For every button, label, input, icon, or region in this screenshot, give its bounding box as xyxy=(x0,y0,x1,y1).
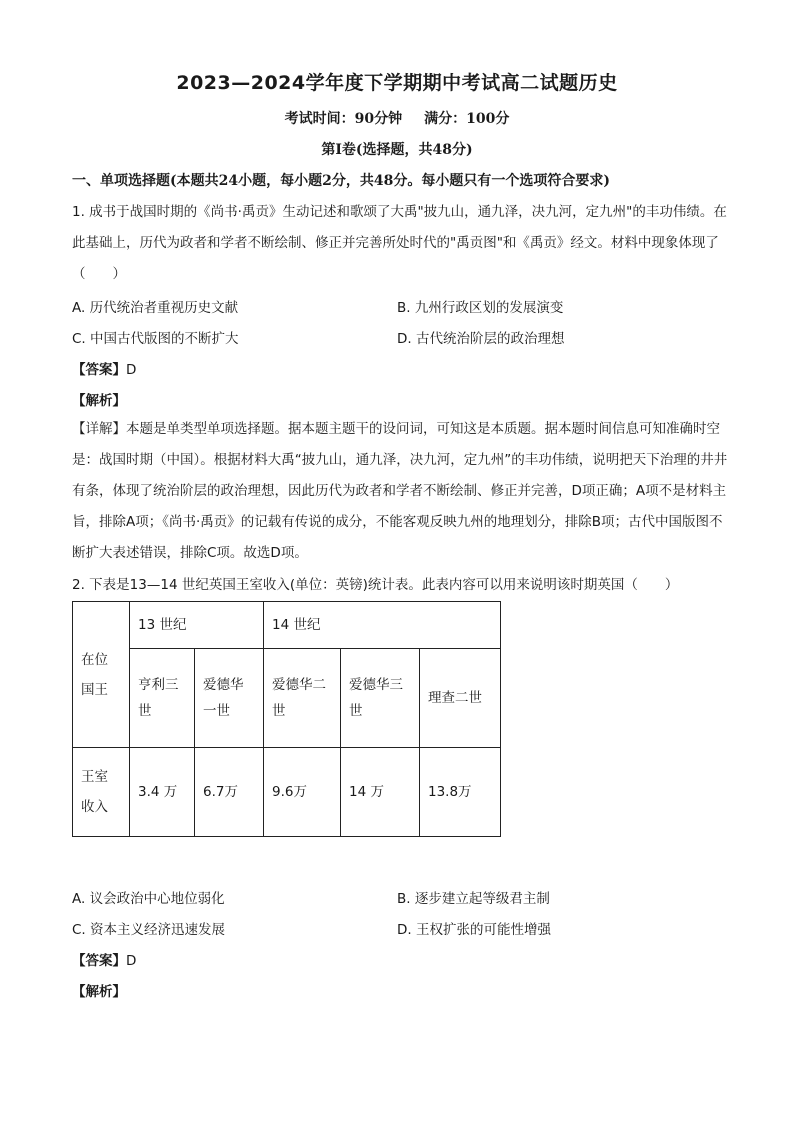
q2-option-b: B. 逐步建立起等级君主制 xyxy=(397,891,550,907)
table-header-14th-century: 14 世纪 xyxy=(264,602,501,649)
q1-option-c: C. 中国古代版图的不断扩大 xyxy=(72,331,239,347)
revenue-table xyxy=(72,601,501,837)
table-income-cell: 3.4 万 xyxy=(130,748,195,837)
table-king-cell: 爱德华三世 xyxy=(341,649,420,748)
table-income-cell: 13.8万 xyxy=(420,748,501,837)
q2-answer xyxy=(72,949,136,969)
q1-option-b: B. 九州行政区划的发展演变 xyxy=(397,300,564,316)
table-king-cell: 爱德华二世 xyxy=(264,649,341,748)
q2-option-a: A. 议会政治中心地位弱化 xyxy=(72,891,225,907)
q2-option-c: C. 资本主义经济迅速发展 xyxy=(72,922,226,938)
table-header-13th-century: 13 世纪 xyxy=(130,602,264,649)
q1-answer-value: D xyxy=(126,362,137,378)
question-1-stem: 1. 成书于战国时期的《尚书·禹贡》生动记述和歌颂了大禹"披九山，通九泽，决九河，定九州"的丰功伟绩。在此基础上，历代为政者和学者不断绘制、修正并完善所处时代的"禹贡图"和《禹贡》经文。材料中现象体现了（ ） xyxy=(72,204,727,282)
table-king-cell: 亨利三世 xyxy=(130,649,195,748)
table-income-cell: 9.6万 xyxy=(264,748,341,837)
section-heading: 一、单项选择题(本题共24小题，每小题2分，共48分。每小题只有一个选项符合要求) xyxy=(72,173,610,189)
exam-score: 满分：100分 xyxy=(424,111,510,127)
q1-option-a: A. 历代统治者重视历史文献 xyxy=(72,300,239,316)
question-2-stem: 2. 下表是13—14 世纪英国王室收入(单位：英镑)统计表。此表内容可以用来说明该时期英国（ ） xyxy=(72,577,679,593)
q2-analysis-label: 【解析】 xyxy=(72,984,126,1000)
q1-answer-label: 【答案】 xyxy=(72,362,126,378)
q1-analysis-label: 【解析】 xyxy=(72,393,126,409)
q2-option-d: D. 王权扩张的可能性增强 xyxy=(397,922,551,938)
q1-answer xyxy=(72,358,136,378)
table-header-income: 王室收入 xyxy=(73,748,130,837)
volume-heading: 第Ⅰ卷(选择题，共48分) xyxy=(321,142,473,158)
table-income-cell: 14 万 xyxy=(341,748,420,837)
table-king-cell: 理查二世 xyxy=(420,649,501,748)
table-king-cell: 爱德华一世 xyxy=(195,649,264,748)
q2-answer-value: D xyxy=(126,953,137,969)
q1-option-d: D. 古代统治阶层的政治理想 xyxy=(397,331,565,347)
page-title: 2023—2024学年度下学期期中考试高二试题历史 xyxy=(176,72,618,94)
q1-detail: 【详解】本题是单类型单项选择题。据本题主题干的设问词，可知这是本质题。据本题时间信息可知准确时空是：战国时期（中国）。根据材料大禹“披九山，通九泽，决九河，定九州”的丰功伟绩，说明把天下治理的井井有条，体现了统治阶层的政治理想，因此历代为政者和学者不断绘制、修正并完善，D项正确；A项不是材料主旨，排除A项；《尚书·禹贡》的记载有传说的成分，不能客观反映九州的地理划分，排除B项；古代中国版图不断扩大表述错误，排除C项。故选D项。 xyxy=(72,421,728,561)
table-header-king: 在位国王 xyxy=(73,602,130,748)
table-income-cell: 6.7万 xyxy=(195,748,264,837)
exam-info xyxy=(0,108,794,128)
q2-answer-label: 【答案】 xyxy=(72,953,126,969)
exam-time: 考试时间：90分钟 xyxy=(284,111,403,127)
